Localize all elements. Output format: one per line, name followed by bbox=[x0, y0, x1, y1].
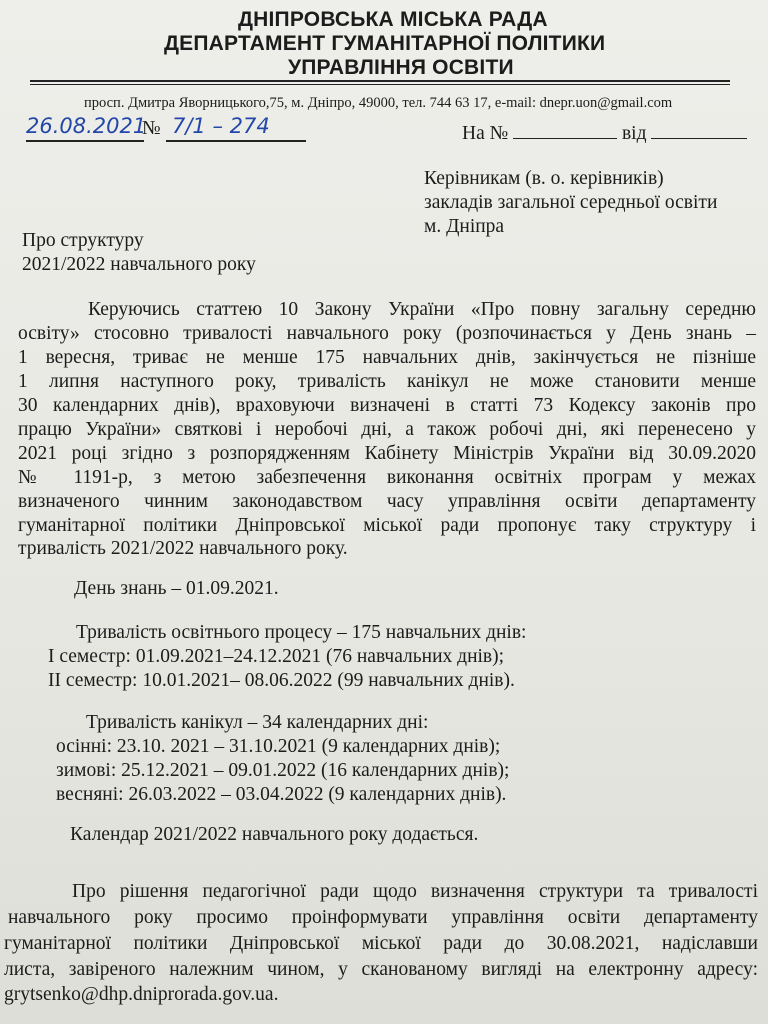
ref-date-blank bbox=[651, 122, 747, 139]
knowledge-day: День знань – 01.09.2021. bbox=[74, 578, 279, 599]
number-sign: № bbox=[142, 118, 161, 139]
department-name: ДЕПАРТАМЕНТ ГУМАНІТАРНОЇ ПОЛІТИКИ bbox=[164, 32, 606, 55]
address-line: просп. Дмитра Яворницького,75, м. Дніпро, 49000, тел. 744 63 17, e-mail: dnepr.uon@gmail.com bbox=[84, 95, 673, 111]
ref-number-blank bbox=[513, 122, 617, 139]
subject-line-2: 2021/2022 навчального року bbox=[22, 254, 256, 275]
ref-label: На № bbox=[462, 123, 509, 144]
handwritten-number: 7/1 – 274 bbox=[172, 114, 270, 138]
body-line: 1 липня наступного року, тривалість канікул не може становити менше bbox=[18, 371, 756, 392]
closing-line: навчального року просимо проінформувати управління освіти департаменту bbox=[8, 907, 758, 928]
holidays-duration-title: Тривалість канікул – 34 календарних дні: bbox=[86, 712, 429, 733]
body-line: 30 календарних днів), враховуючи визначені в статті 73 Кодексу законів про bbox=[18, 395, 756, 416]
holidays-autumn: осінні: 23.10. 2021 – 31.10.2021 (9 календарних днів); bbox=[56, 736, 501, 757]
semester-2: II семестр: 10.01.2021– 08.06.2022 (99 навчальних днів). bbox=[48, 670, 515, 691]
body-line: № 1191-р, з метою забезпечення виконання освітніх програм у межах bbox=[18, 467, 756, 488]
closing-line: гуманітарної політики Дніпровської міської ради до 30.08.2021, надіславши bbox=[4, 933, 758, 954]
process-duration-title: Тривалість освітнього процесу – 175 навчальних днів: bbox=[76, 622, 527, 643]
handwritten-date: 26.08.2021 bbox=[26, 114, 147, 138]
org-name: ДНІПРОВСЬКА МІСЬКА РАДА bbox=[238, 8, 548, 31]
date-underline bbox=[26, 140, 144, 142]
addressee-line-2: закладів загальної середньої освіти bbox=[424, 192, 718, 213]
body-line: працю України» святкові і неробочі дні, а також робочі дні, які перенесено у bbox=[18, 419, 756, 440]
contact-email[interactable]: grytsenko@dhp.dniprorada.gov.ua. bbox=[4, 984, 279, 1005]
from-label: від bbox=[621, 123, 647, 144]
office-name: УПРАВЛІННЯ ОСВІТИ bbox=[288, 56, 514, 79]
body-line: 2021 році згідно з розпорядженням Кабінету Міністрів України від 30.09.2020 bbox=[18, 443, 756, 464]
subject-line-1: Про структуру bbox=[22, 230, 144, 251]
holidays-spring: весняні: 26.03.2022 – 03.04.2022 (9 календарних днів). bbox=[56, 784, 507, 805]
registration-line bbox=[26, 112, 316, 144]
closing-line: Про рішення педагогічної ради щодо визначення структури та тривалості bbox=[72, 881, 758, 902]
body-line: освіту» стосовно тривалості навчального року (розпочинається у День знань – bbox=[18, 323, 756, 344]
body-line-last: тривалість 2021/2022 навчального року. bbox=[18, 538, 348, 559]
body-line: 1 вересня, триває не менше 175 навчальних днів, закінчується не пізніше bbox=[18, 347, 756, 368]
header-divider bbox=[30, 80, 730, 82]
body-line: Керуючись статтею 10 Закону України «Про повну загальну середню bbox=[88, 299, 756, 320]
holidays-winter: зимові: 25.12.2021 – 09.01.2022 (16 календарних днів); bbox=[56, 760, 510, 781]
body-line: гуманітарної політики Дніпровської міської ради пропонує таку структуру і bbox=[18, 515, 756, 536]
closing-line: листа, завіреного належним чином, у сканованому вигляді на електронну адресу: bbox=[4, 959, 758, 980]
semester-1: I семестр: 01.09.2021–24.12.2021 (76 навчальних днів); bbox=[48, 646, 505, 667]
calendar-note: Календар 2021/2022 навчального року додається. bbox=[70, 824, 479, 845]
addressee-line-3: м. Дніпра bbox=[424, 216, 505, 237]
reference-line bbox=[462, 122, 747, 145]
header-divider-thin bbox=[30, 84, 730, 85]
body-line: визначеного чинним законодавством часу управління освіти департаменту bbox=[18, 491, 756, 512]
addressee-line-1: Керівникам (в. о. керівників) bbox=[424, 168, 664, 189]
number-underline bbox=[166, 140, 306, 142]
